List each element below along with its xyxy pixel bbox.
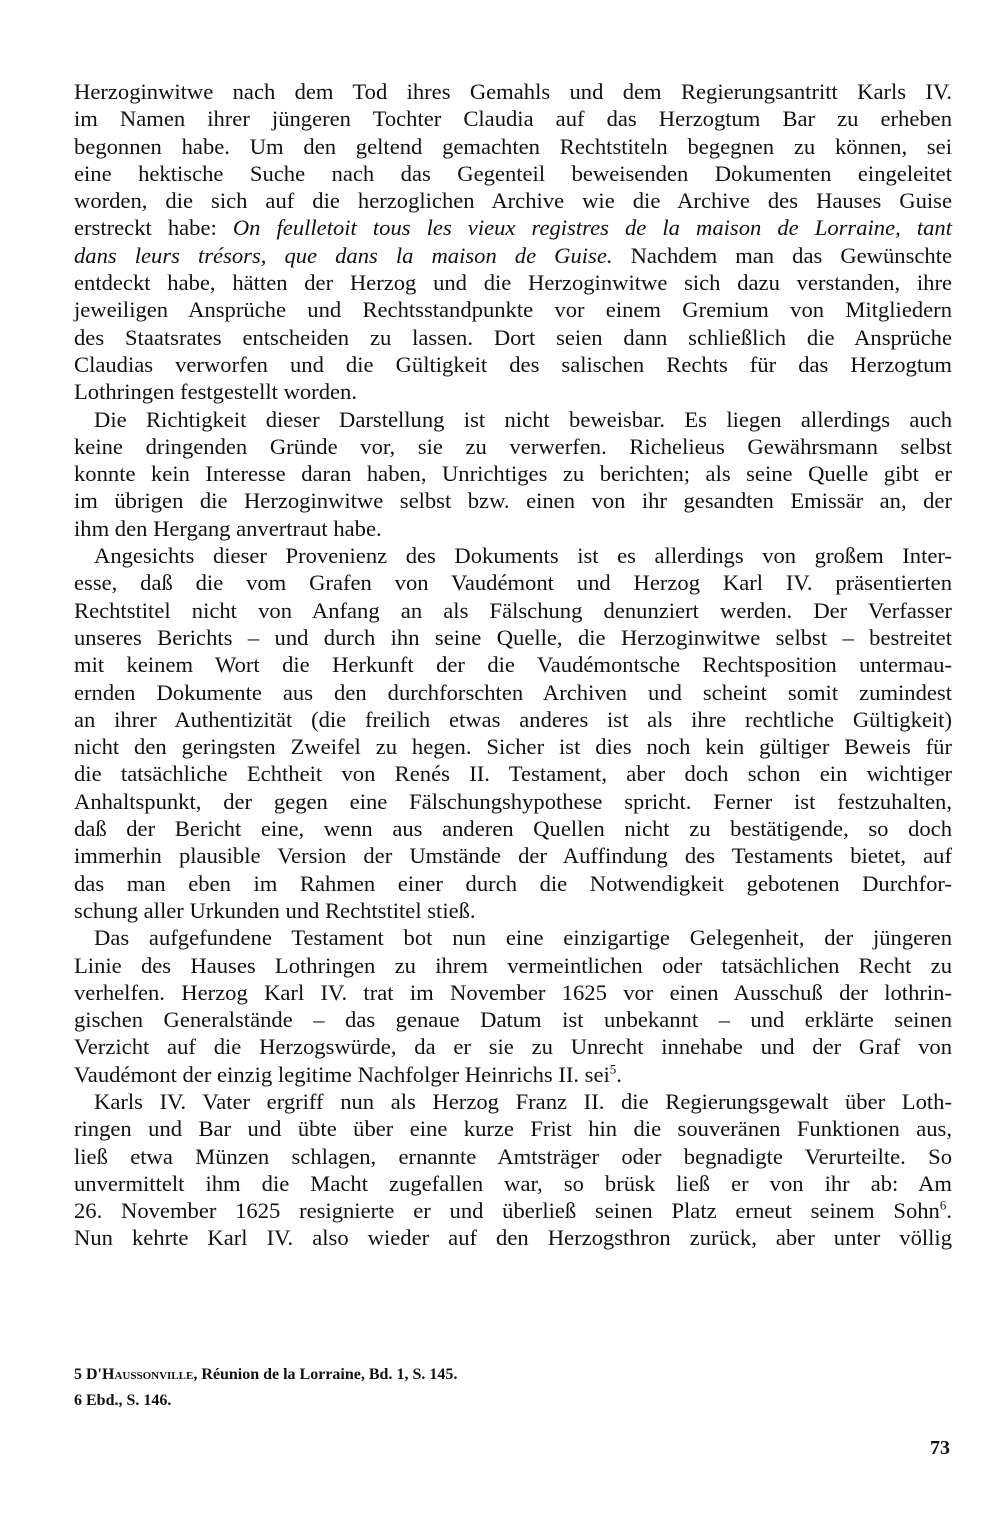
text-line (74, 1088, 952, 1115)
footnote-ref: 6 (939, 1197, 947, 1213)
paragraph (74, 406, 952, 542)
text-run: Anhaltspunkt, der gegen eine Fälschungshypothese spricht. Ferner ist festzuhalten, (74, 788, 952, 814)
footnotes (74, 1362, 952, 1414)
text-line (74, 842, 952, 869)
text-line (74, 187, 952, 214)
text-line (74, 760, 952, 787)
text-line (74, 597, 952, 624)
text-line (74, 214, 952, 241)
text-line (74, 870, 952, 897)
text-line (74, 651, 952, 678)
text-run: Nun kehrte Karl IV. also wieder auf den Herzogsthron zurück, aber unter völlig (74, 1225, 952, 1251)
text-run: Verzicht auf die Herzogswürde, da er sie zu Unrecht innehabe und der Graf von (74, 1034, 952, 1060)
text-run: gischen Generalstände – das genaue Datum ist unbekannt – und erklärte seinen (74, 1007, 952, 1033)
text-run: im Namen ihrer jüngeren Tochter Claudia auf das Herzogtum Bar zu erheben (74, 106, 952, 132)
paragraph (74, 924, 952, 1088)
text-run: ihm den Hergang anvertraut habe. (74, 515, 382, 541)
text-run: im übrigen die Herzoginwitwe selbst bzw. einen von ihr gesandten Emissär an, der (74, 488, 952, 514)
text-line (74, 788, 952, 815)
text-line (74, 1170, 952, 1197)
text-line (74, 1006, 952, 1033)
page-number: 73 (930, 1437, 950, 1459)
text-run: Claudias verworfen und die Gültigkeit des salischen Rechts für das Herzogtum (74, 351, 952, 377)
text-line (74, 1224, 952, 1251)
text-line (74, 706, 952, 733)
text-run: entdeckt habe, hätten der Herzog und die Herzoginwitwe sich dazu verstanden, ihre (74, 270, 952, 296)
text-line (74, 1197, 952, 1224)
text-run: Nachdem man das Gewünschte (612, 242, 952, 268)
text-line (74, 133, 952, 160)
text-run: die tatsächliche Echtheit von Renés II. Testament, aber doch schon ein wichtiger (74, 761, 952, 787)
text-run: On feulletoit tous les vieux registres de la maison de Lorraine, tant (232, 215, 952, 241)
text-run: ernden Dokumente aus den durchforschten Archiven und scheint somit zumindest (74, 679, 952, 705)
text-line (74, 979, 952, 1006)
text-run: Lothringen festgestellt worden. (74, 379, 357, 405)
footnote-5: 5 D'Haussonville, Réunion de la Lorraine, Bd. 1, S. 145. (74, 1366, 458, 1383)
text-line (74, 160, 952, 187)
footnote-ref: 5 (609, 1061, 617, 1077)
text-line (74, 460, 952, 487)
text-run: Angesichts dieser Provenienz des Dokuments ist es allerdings von großem Inter- (94, 543, 952, 569)
text-run: Vaudémont der einzig legitime Nachfolger Heinrichs II. sei (74, 1061, 610, 1087)
text-run: Herzoginwitwe nach dem Tod ihres Gemahls und dem Regierungsantritt Karls IV. (74, 79, 952, 104)
text-line (74, 242, 952, 269)
text-run: immerhin plausible Version der Umstände der Auffindung des Testaments bietet, auf (74, 843, 952, 869)
text-run: begonnen habe. Um den geltend gemachten Rechtstiteln begegnen zu können, sei (74, 133, 952, 159)
text-run: Rechtstitel nicht von Anfang an als Fälschung denunziert werden. Der Verfasser (74, 597, 952, 623)
text-run: worden, die sich auf die herzoglichen Archive wie die Archive des Hauses Guise (74, 188, 952, 214)
text-line (74, 542, 952, 569)
text-line (74, 515, 952, 542)
text-line (74, 269, 952, 296)
text-line (74, 78, 952, 105)
text-run: 26. November 1625 resignierte er und überließ seinen Platz erneut seinem Sohn (74, 1198, 940, 1224)
text-line (74, 1143, 952, 1170)
text-run: unvermittelt ihm die Macht zugefallen war, so brüsk ließ er von ihr ab: Am (74, 1170, 952, 1196)
text-run: konnte kein Interesse daran haben, Unrichtiges zu berichten; als seine Quelle gibt er (74, 461, 952, 487)
text-run: dans leurs trésors, que dans la maison de Guise. (74, 242, 613, 268)
text-run: unseres Berichts – und durch ihn seine Quelle, die Herzoginwitwe selbst – bestreitet (74, 624, 952, 650)
text-line (74, 733, 952, 760)
text-line (74, 433, 952, 460)
text-run: jeweiligen Ansprüche und Rechtsstandpunkte vor einem Gremium von Mitgliedern (74, 297, 952, 323)
text-run: . (946, 1198, 952, 1224)
text-line (74, 952, 952, 979)
text-line (74, 1033, 952, 1060)
text-line (74, 679, 952, 706)
text-run: Die Richtigkeit dieser Darstellung ist nicht beweisbar. Es liegen allerdings auch (94, 406, 952, 432)
text-line (74, 1115, 952, 1142)
text-run: esse, daß die vom Grafen von Vaudémont und Herzog Karl IV. präsentierten (74, 570, 952, 596)
text-line (74, 815, 952, 842)
text-run: Das aufgefundene Testament bot nun eine einzigartige Gelegenheit, der jüngeren (94, 925, 952, 951)
text-run: erstreckt habe: (74, 215, 233, 241)
text-line (74, 324, 952, 351)
text-line (74, 569, 952, 596)
text-run: verhelfen. Herzog Karl IV. trat im November 1625 vor einen Ausschuß der lothrin- (74, 979, 952, 1005)
text-line (74, 406, 952, 433)
text-line (74, 487, 952, 514)
body-text (74, 78, 952, 1252)
text-run: ringen und Bar und übte über eine kurze Frist hin die souveränen Funktionen aus, (74, 1116, 952, 1142)
text-line (74, 897, 952, 924)
text-run: daß der Bericht eine, wenn aus anderen Quellen nicht zu bestätigende, so doch (74, 816, 952, 842)
text-run: ließ etwa Münzen schlagen, ernannte Amtsträger oder begnadigte Verurteilte. So (74, 1143, 952, 1169)
text-run: Karls IV. Vater ergriff nun als Herzog Franz II. die Regierungsgewalt über Loth- (94, 1088, 952, 1114)
text-run: . (616, 1061, 622, 1087)
footnote-6: 6 Ebd., S. 146. (74, 1392, 172, 1409)
footnote-author: D'Haussonville (86, 1366, 194, 1383)
text-run: Linie des Hauses Lothringen zu ihrem vermeintlichen oder tatsächlichen Recht zu (74, 952, 952, 978)
text-run: des Staatsrates entscheiden zu lassen. Dort seien dann schließlich die Ansprüche (74, 324, 952, 350)
text-line (74, 105, 952, 132)
text-run: schung aller Urkunden und Rechtstitel stieß. (74, 897, 476, 923)
text-line (74, 924, 952, 951)
text-run: keine dringenden Gründe vor, sie zu verwerfen. Richelieus Gewährsmann selbst (74, 433, 952, 459)
text-run: das man eben im Rahmen einer durch die Notwendigkeit gebotenen Durchfor- (74, 870, 952, 896)
text-line (74, 624, 952, 651)
text-line (74, 351, 952, 378)
text-run: mit keinem Wort die Herkunft der die Vaudémontsche Rechtsposition untermau- (74, 652, 952, 678)
text-line (74, 378, 952, 405)
text-run: nicht den geringsten Zweifel zu hegen. Sicher ist dies noch kein gültiger Beweis für (74, 734, 952, 760)
text-run: eine hektische Suche nach das Gegenteil beweisenden Dokumenten eingeleitet (74, 160, 952, 186)
paragraph (74, 542, 952, 924)
paragraph (74, 78, 952, 406)
text-line (74, 1061, 952, 1088)
text-line (74, 296, 952, 323)
paragraph (74, 1088, 952, 1252)
text-run: an ihrer Authentizität (die freilich etwas anderes ist als ihre rechtliche Gültigkeit) (74, 706, 952, 732)
